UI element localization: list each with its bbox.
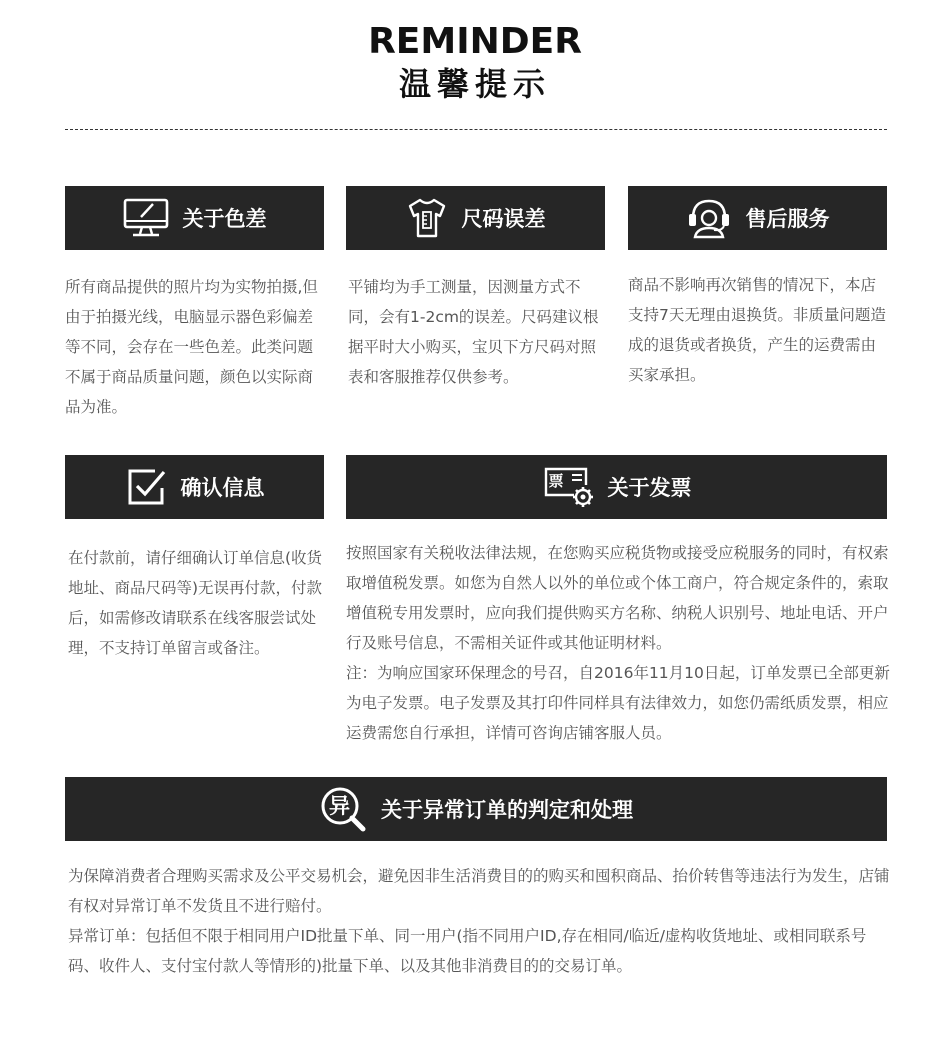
magnifier-icon [319, 785, 367, 833]
abnormal-order-text [68, 861, 890, 981]
invoice-text [346, 538, 891, 748]
size-error-text [348, 272, 608, 392]
page-title-cn: 温馨提示 [398, 65, 551, 103]
checkbox-icon [125, 466, 167, 508]
headset-icon [686, 196, 732, 240]
invoice-title: 关于发票 [607, 476, 692, 500]
abnormal-order-paragraph-1: 为保障消费者合理购买需求及公平交易机会，避免因非生活消费目的的购买和囤积商品、抬价转售等违法行为发生，店铺有权对异常订单不发货且不进行赔付。 [68, 867, 890, 915]
color-difference-header [65, 186, 324, 250]
color-difference-paragraph: 所有商品提供的照片均为实物拍摄,但由于拍摄光线，电脑显示器色彩偏差等不同，会存在一些色差。此类问题不属于商品质量问题，颜色以实际商品为准。 [65, 278, 318, 416]
abnormal-order-header [65, 777, 887, 841]
after-sale-header [628, 186, 887, 250]
dashed-divider [65, 129, 887, 130]
color-difference-title: 关于色差 [182, 207, 267, 231]
confirm-info-paragraph: 在付款前，请仔细确认订单信息(收货地址、商品尺码等)无误再付款，付款后，如需修改请联系在线客服尝试处理，不支持订单留言或备注。 [68, 549, 323, 657]
size-error-header [346, 186, 605, 250]
confirm-info-header [65, 455, 324, 519]
invoice-paragraph-2: 注：为响应国家环保理念的号召，自2016年11月10日起，订单发票已全部更新为电子发票。电子发票及其打印件同样具有法律效力，如您仍需纸质发票，相应运费需您自行承担，详情可咨询店铺客服人员。 [346, 664, 890, 742]
tshirt-icon [406, 197, 448, 239]
invoice-icon-glyph: 票 [548, 472, 564, 490]
monitor-icon [123, 198, 169, 238]
confirm-info-text [68, 543, 325, 663]
abnormal-order-title: 关于异常订单的判定和处理 [381, 798, 633, 822]
confirm-info-title: 确认信息 [180, 476, 265, 500]
invoice-gear-icon [542, 465, 594, 509]
after-sale-text [628, 270, 890, 390]
page-title-en: REMINDER [368, 21, 582, 62]
magnifier-icon-glyph: 异 [329, 794, 350, 818]
color-difference-text [65, 272, 326, 422]
invoice-header [346, 455, 887, 519]
after-sale-paragraph: 商品不影响再次销售的情况下，本店支持7天无理由退换货。非质量问题造成的退货或者换货，产生的运费需由买家承担。 [628, 276, 886, 384]
abnormal-order-paragraph-2: 异常订单：包括但不限于相同用户ID批量下单、同一用户(指不同用户ID,存在相同/临近/虚构收货地址、或相同联系号码、收件人、支付宝付款人等情形的)批量下单、以及其他非消费目的的交易订单。 [68, 927, 867, 975]
size-error-title: 尺码误差 [461, 207, 546, 231]
after-sale-title: 售后服务 [745, 207, 830, 231]
invoice-paragraph-1: 按照国家有关税收法律法规，在您购买应税货物或接受应税服务的同时，有权索取增值税发票。如您为自然人以外的单位或个体工商户，符合规定条件的，索取增值税专用发票时，应向我们提供购买方名称、纳税人识别号、地址电话、开户行及账号信息，不需相关证件或其他证明材料。 [346, 544, 889, 652]
size-error-paragraph: 平铺均为手工测量，因测量方式不同，会有1-2cm的误差。尺码建议根据平时大小购买，宝贝下方尺码对照表和客服推荐仅供参考。 [348, 278, 599, 386]
